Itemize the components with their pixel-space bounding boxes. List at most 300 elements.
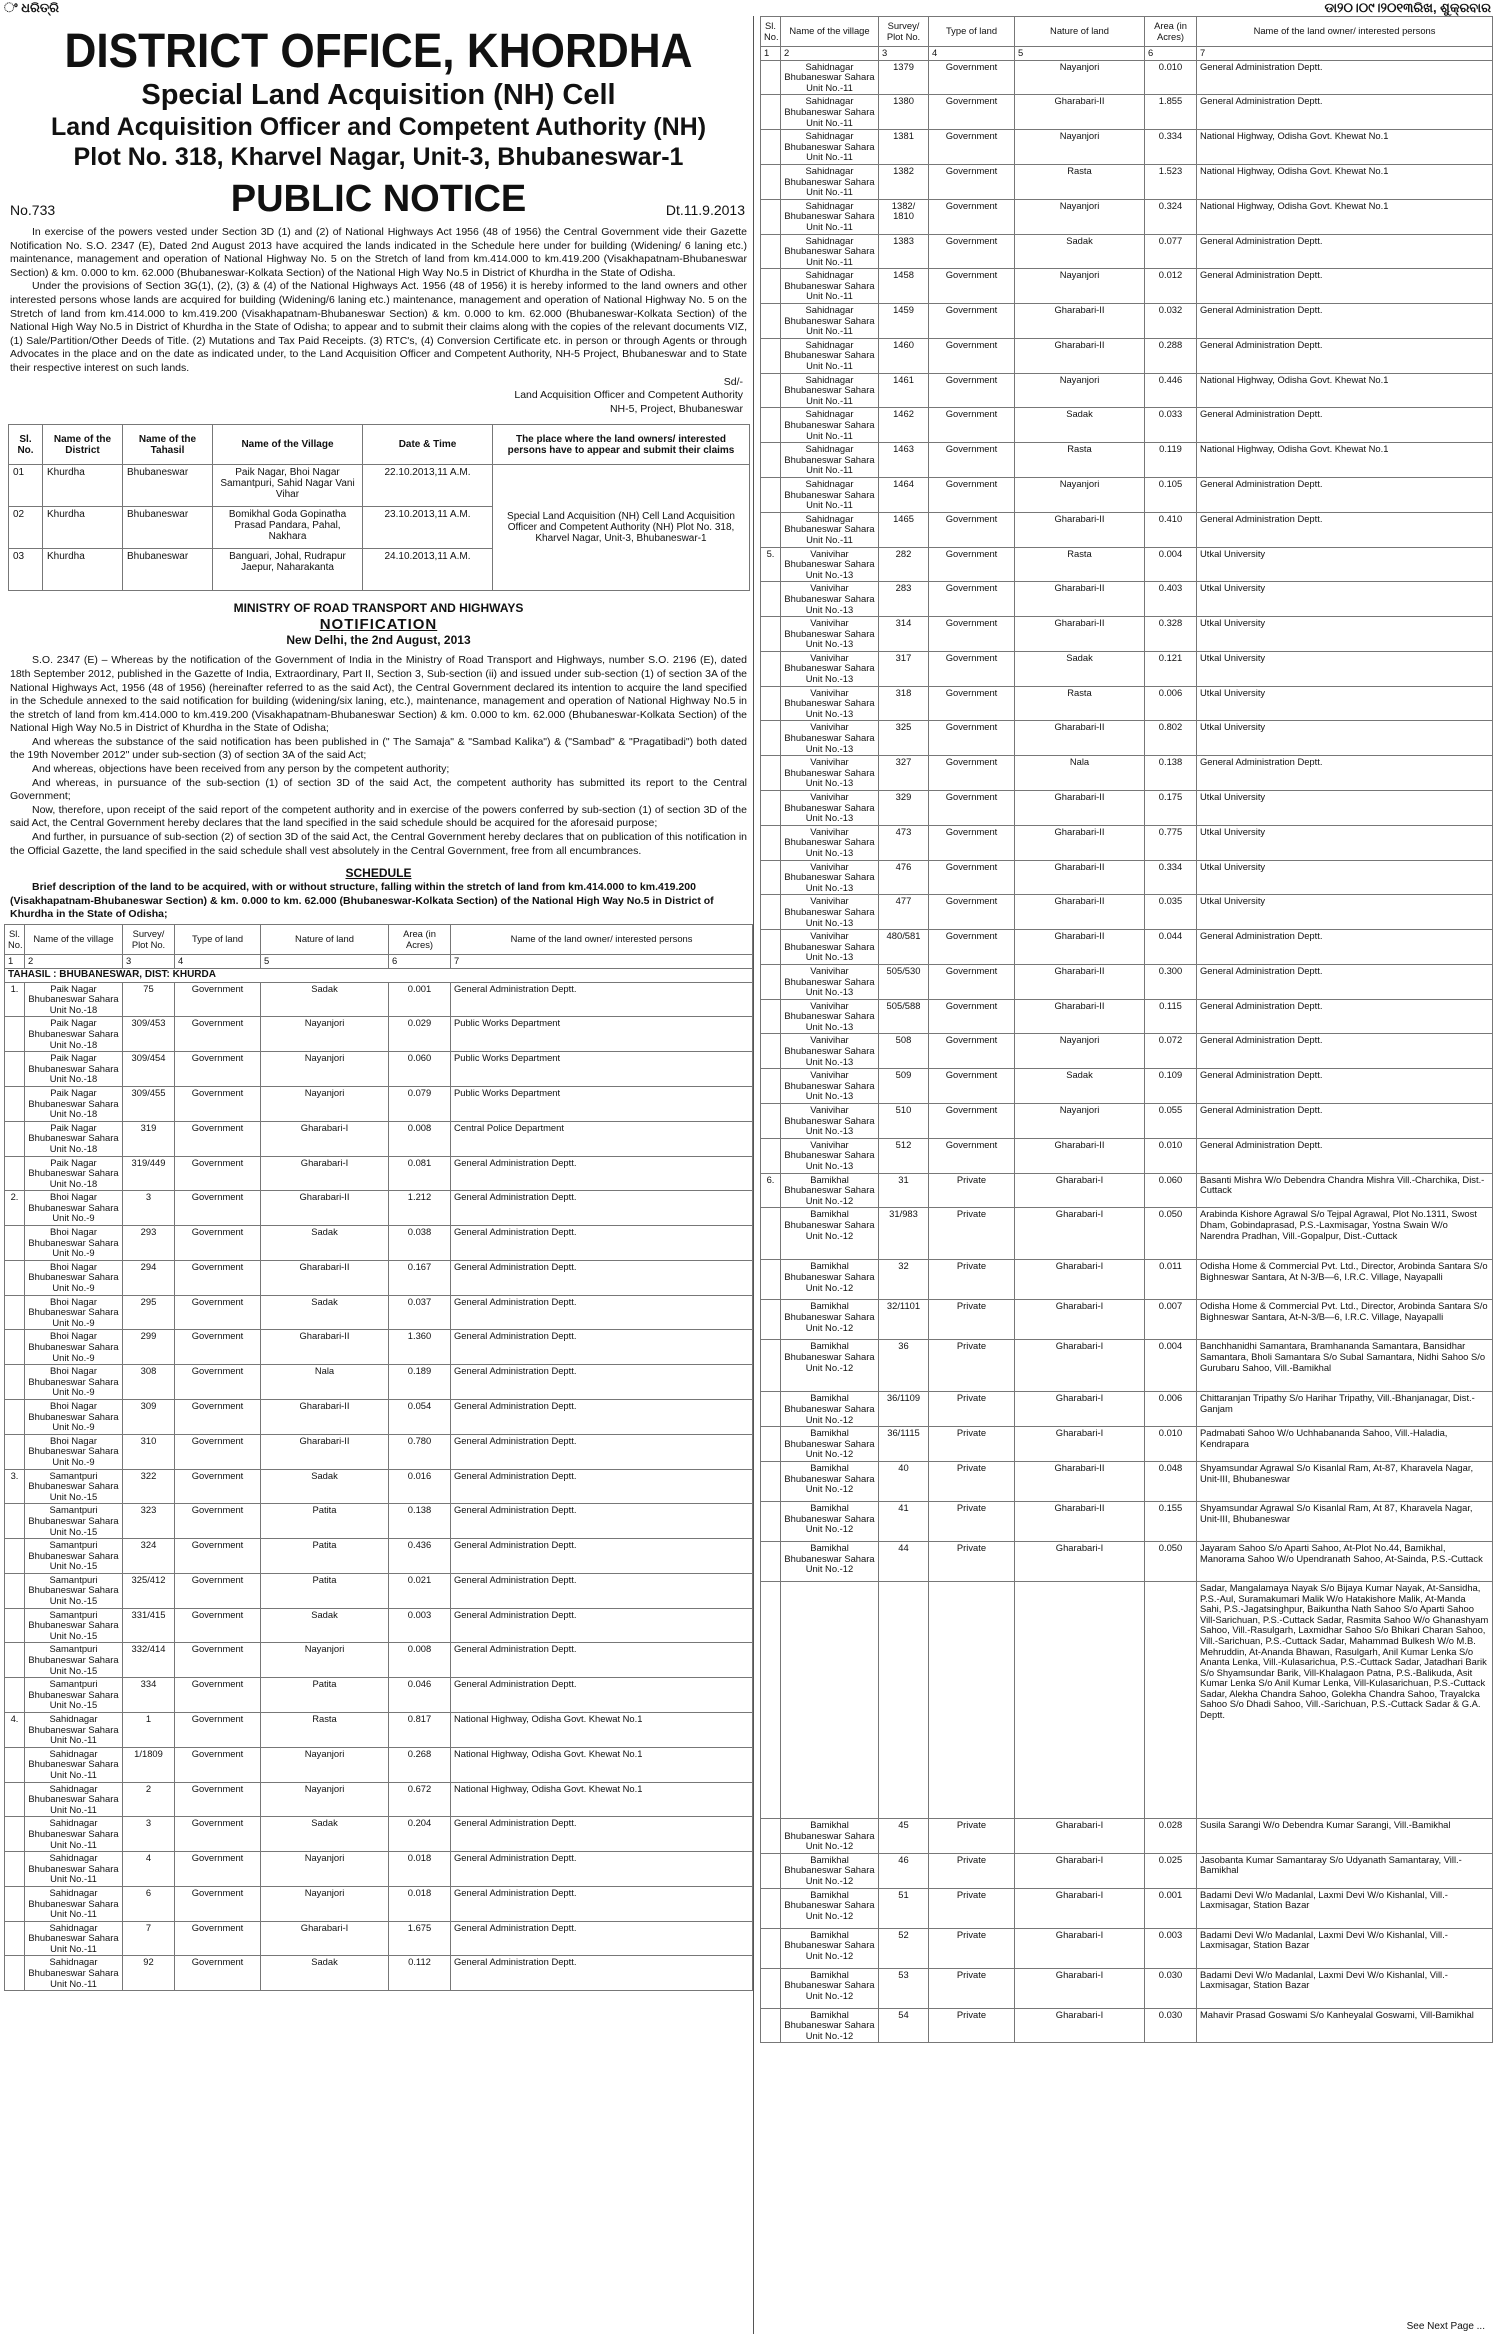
schedule-cell-nature: Nayanjori xyxy=(261,1782,389,1817)
schedule-cell-owner: Jasobanta Kumar Samantaray S/o Udyanath Samantaray, Vill.-Bamikhal xyxy=(1197,1853,1493,1888)
schedule-cell-type: Government xyxy=(175,1469,261,1504)
schedule-row xyxy=(761,825,1493,860)
schedule-cell-nature: Gharabari-II xyxy=(261,1399,389,1434)
schedule-cell-nature: Sadak xyxy=(261,982,389,1017)
schedule-cell-owner: General Administration Deptt. xyxy=(451,1504,753,1539)
schedule-cell-area: 0.817 xyxy=(389,1713,451,1748)
schedule-cell-plot: 295 xyxy=(123,1295,175,1330)
schedule-cell-plot: 309 xyxy=(123,1399,175,1434)
schedule-cell-nature: Gharabari-I xyxy=(1015,1888,1145,1928)
schedule-cell-type: Private xyxy=(929,1260,1015,1300)
next-page-note: See Next Page ... xyxy=(1406,2321,1485,2332)
schedule-cell-owner: Odisha Home & Commercial Pvt. Ltd., Director, Arobinda Santara S/o Bighneswar Santara, At-N-3/B—6, I.R.C. Village, Nayapalli xyxy=(1197,1300,1493,1340)
schedule-cell-type: Government xyxy=(929,1138,1015,1173)
schedule-cell-sl xyxy=(761,269,781,304)
schedule-cell-sl xyxy=(5,1156,25,1191)
schedule-cell-nature: Gharabari-I xyxy=(1015,1260,1145,1300)
notification-paragraph: And whereas the substance of the said notification has been published in (" The Samaja" & "Sambad Kalika") & ("Sambad" & "Pragatibadi") both dated the 19th November 2012" under sub-section (3) of section 3A of the said Act; xyxy=(10,735,747,762)
schedule-cell-sl: 4. xyxy=(5,1713,25,1748)
schedule-cell-sl xyxy=(761,895,781,930)
schedule-cell-type: Government xyxy=(929,791,1015,826)
column-number: 3 xyxy=(123,955,175,969)
schedule-cell-type: Government xyxy=(175,1573,261,1608)
schedule-cell-type: Government xyxy=(929,1034,1015,1069)
schedule-cell-nature: Patita xyxy=(261,1573,389,1608)
schedule-cell-village: Bamikhal Bhubaneswar Sahara Unit No.-12 xyxy=(781,1888,879,1928)
schedule-cell-area: 0.334 xyxy=(1145,130,1197,165)
schedule-cell-sl xyxy=(761,408,781,443)
hearing-cell: 03 xyxy=(9,549,43,591)
schedule-row xyxy=(5,1817,753,1852)
schedule-cell-village: Bamikhal Bhubaneswar Sahara Unit No.-12 xyxy=(781,1392,879,1427)
schedule-cell-type: Government xyxy=(929,930,1015,965)
schedule-cell-sl xyxy=(761,999,781,1034)
schedule-cell-sl xyxy=(761,1853,781,1888)
schedule-cell-plot: 505/588 xyxy=(879,999,929,1034)
schedule-cell-plot: 1461 xyxy=(879,373,929,408)
schedule-header: Survey/ Plot No. xyxy=(879,17,929,47)
column-number: 2 xyxy=(781,47,879,61)
schedule-row xyxy=(5,1504,753,1539)
schedule-cell-sl xyxy=(761,651,781,686)
schedule-cell-plot: 1462 xyxy=(879,408,929,443)
schedule-cell-village: Sahidnagar Bhubaneswar Sahara Unit No.-11 xyxy=(781,443,879,478)
schedule-cell-owner: Susila Sarangi W/o Debendra Kumar Sarangi, Vill.-Bamikhal xyxy=(1197,1818,1493,1853)
schedule-cell-nature: Gharabari-II xyxy=(1015,1501,1145,1541)
schedule-cell-plot: 1 xyxy=(123,1713,175,1748)
schedule-cell-type: Government xyxy=(929,756,1015,791)
schedule-cell-village: Samantpuri Bhubaneswar Sahara Unit No.-15 xyxy=(25,1504,123,1539)
schedule-cell-sl xyxy=(5,1747,25,1782)
schedule-row xyxy=(761,373,1493,408)
schedule-cell-sl xyxy=(5,1886,25,1921)
schedule-cell-sl xyxy=(5,1643,25,1678)
column-number: 1 xyxy=(5,955,25,969)
schedule-cell-owner: General Administration Deptt. xyxy=(451,1678,753,1713)
notification-place-date: New Delhi, the 2nd August, 2013 xyxy=(286,633,471,648)
schedule-row xyxy=(761,1928,1493,1968)
schedule-cell-plot: 46 xyxy=(879,1853,929,1888)
schedule-cell-owner: General Administration Deptt. xyxy=(1197,756,1493,791)
schedule-cell-area: 0.081 xyxy=(389,1156,451,1191)
schedule-cell-nature: Nayanjori xyxy=(261,1643,389,1678)
hearing-header: Name of the Tahasil xyxy=(123,425,213,465)
schedule-cell-sl xyxy=(761,1300,781,1340)
schedule-cell-plot: 309/455 xyxy=(123,1086,175,1121)
schedule-row xyxy=(761,1581,1493,1818)
schedule-cell-sl xyxy=(761,1034,781,1069)
schedule-cell-nature: Patita xyxy=(261,1678,389,1713)
schedule-cell-plot xyxy=(879,1581,929,1818)
schedule-cell-plot: 318 xyxy=(879,686,929,721)
schedule-cell-nature: Gharabari-II xyxy=(1015,895,1145,930)
schedule-cell-plot: 51 xyxy=(879,1888,929,1928)
schedule-cell-owner: Badami Devi W/o Madanlal, Laxmi Devi W/o Kishanlal, Vill.-Laxmisagar, Station Bazar xyxy=(1197,1928,1493,1968)
schedule-cell-owner: Utkal University xyxy=(1197,721,1493,756)
schedule-cell-village: Bamikhal Bhubaneswar Sahara Unit No.-12 xyxy=(781,1260,879,1300)
schedule-cell-plot: 323 xyxy=(123,1504,175,1539)
hearing-header: Date & Time xyxy=(363,425,493,465)
schedule-cell-owner: Utkal University xyxy=(1197,895,1493,930)
schedule-cell-nature: Gharabari-I xyxy=(1015,1968,1145,2008)
schedule-cell-type: Government xyxy=(929,408,1015,443)
schedule-cell-area xyxy=(1145,1581,1197,1818)
schedule-cell-type: Government xyxy=(175,1017,261,1052)
schedule-cell-sl xyxy=(5,1365,25,1400)
schedule-cell-plot: 509 xyxy=(879,1069,929,1104)
schedule-cell-village: Sahidnagar Bhubaneswar Sahara Unit No.-11 xyxy=(25,1713,123,1748)
hearing-cell: Khurdha xyxy=(43,465,123,507)
schedule-cell-sl xyxy=(761,443,781,478)
schedule-cell-area: 0.001 xyxy=(1145,1888,1197,1928)
hearing-header: The place where the land owners/ interested persons have to appear and submit their claims xyxy=(493,425,750,465)
schedule-cell-owner: Shyamsundar Agrawal S/o Kisanlal Ram, At-87, Kharavela Nagar, Unit-III, Bhubaneswar xyxy=(1197,1461,1493,1501)
schedule-cell-nature: Gharabari-I xyxy=(1015,1818,1145,1853)
notice-date: Dt.11.9.2013 xyxy=(665,202,745,218)
schedule-cell-owner: National Highway, Odisha Govt. Khewat No.1 xyxy=(451,1747,753,1782)
schedule-cell-type: Government xyxy=(929,234,1015,269)
schedule-cell-sl xyxy=(761,234,781,269)
schedule-cell-owner: General Administration Deptt. xyxy=(451,1469,753,1504)
schedule-cell-plot: 1464 xyxy=(879,477,929,512)
schedule-cell-plot: 473 xyxy=(879,825,929,860)
schedule-cell-type: Government xyxy=(175,1399,261,1434)
schedule-cell-plot: 332/414 xyxy=(123,1643,175,1678)
schedule-cell-type: Government xyxy=(929,895,1015,930)
schedule-cell-area: 0.050 xyxy=(1145,1541,1197,1581)
schedule-cell-area: 0.030 xyxy=(1145,1968,1197,2008)
schedule-cell-area: 0.775 xyxy=(1145,825,1197,860)
schedule-cell-village: Sahidnagar Bhubaneswar Sahara Unit No.-11 xyxy=(781,269,879,304)
schedule-cell-nature: Gharabari-I xyxy=(1015,1300,1145,1340)
schedule-header: Name of the village xyxy=(781,17,879,47)
schedule-row xyxy=(761,408,1493,443)
schedule-cell-village: Bamikhal Bhubaneswar Sahara Unit No.-12 xyxy=(781,1300,879,1340)
schedule-cell-village: Bamikhal Bhubaneswar Sahara Unit No.-12 xyxy=(781,1853,879,1888)
column-number: 7 xyxy=(451,955,753,969)
schedule-cell-area: 0.268 xyxy=(389,1747,451,1782)
schedule-cell-village: Samantpuri Bhubaneswar Sahara Unit No.-15 xyxy=(25,1678,123,1713)
schedule-cell-village: Samantpuri Bhubaneswar Sahara Unit No.-15 xyxy=(25,1573,123,1608)
schedule-cell-owner: Mahavir Prasad Goswami S/o Kanheyalal Goswami, Vill-Bamikhal xyxy=(1197,2008,1493,2043)
notice-title: PUBLIC NOTICE xyxy=(230,178,527,220)
schedule-cell-village: Sahidnagar Bhubaneswar Sahara Unit No.-11 xyxy=(781,512,879,547)
schedule-cell-type: Government xyxy=(175,1330,261,1365)
schedule-row xyxy=(761,1138,1493,1173)
schedule-cell-type: Government xyxy=(175,1052,261,1087)
schedule-cell-nature: Nayanjori xyxy=(261,1052,389,1087)
schedule-cell-village: Bamikhal Bhubaneswar Sahara Unit No.-12 xyxy=(781,1427,879,1462)
schedule-cell-nature: Nayanjori xyxy=(1015,373,1145,408)
schedule-row xyxy=(5,1434,753,1469)
schedule-cell-area: 0.004 xyxy=(1145,1340,1197,1392)
schedule-cell-owner: General Administration Deptt. xyxy=(1197,1138,1493,1173)
schedule-cell-owner: General Administration Deptt. xyxy=(1197,304,1493,339)
schedule-cell-plot: 1/1809 xyxy=(123,1747,175,1782)
schedule-row xyxy=(761,930,1493,965)
notification-paragraph: S.O. 2347 (E) – Whereas by the notification of the Government of India in the Ministry of Road Transport and Highways, number S.O. 2196 (E), dated 18th September 2012, published in the Gazette of India, Extraordinary, Part II, Section 3, Sub-section (ii) and issued under sub-section (1) of section 3A of the National Highways Act, 1956 (48 of 1956) (hereinafter referred to as the said Act), the Central Government declared its intention to acquire the land specified in the Schedule annexed to the said notification for building (widening/six laning, etc.), maintenance, management and operation of National Highway No.5 in the stretch of land from km.414.000 to km.419.200 (Visakhapatnam-Bhubaneswar Section) & km. 0.000 to km. 62.000 (Bhubaneswar-Kolkata Section) of the National High Way No.5 in District of Khurdha in the State of Odisha; xyxy=(10,654,747,735)
schedule-cell-village: Vanivihar Bhubaneswar Sahara Unit No.-13 xyxy=(781,756,879,791)
schedule-cell-type: Government xyxy=(175,1086,261,1121)
schedule-cell-plot: 1458 xyxy=(879,269,929,304)
schedule-cell-type: Government xyxy=(175,1365,261,1400)
schedule-cell-owner: General Administration Deptt. xyxy=(1197,408,1493,443)
schedule-cell-owner: General Administration Deptt. xyxy=(451,1921,753,1956)
schedule-cell-sl xyxy=(761,373,781,408)
schedule-cell-village: Bamikhal Bhubaneswar Sahara Unit No.-12 xyxy=(781,1208,879,1260)
schedule-cell-area: 0.109 xyxy=(1145,1069,1197,1104)
schedule-cell-owner: Public Works Department xyxy=(451,1052,753,1087)
schedule-cell-village: Vanivihar Bhubaneswar Sahara Unit No.-13 xyxy=(781,582,879,617)
schedule-cell-village: Vanivihar Bhubaneswar Sahara Unit No.-13 xyxy=(781,547,879,582)
schedule-cell-plot: 299 xyxy=(123,1330,175,1365)
schedule-cell-sl xyxy=(761,721,781,756)
schedule-cell-type: Government xyxy=(929,269,1015,304)
schedule-cell-type: Government xyxy=(929,651,1015,686)
schedule-row xyxy=(5,1399,753,1434)
schedule-cell-type: Government xyxy=(929,304,1015,339)
schedule-cell-plot: 31/983 xyxy=(879,1208,929,1260)
schedule-cell-nature: Gharabari-I xyxy=(1015,1541,1145,1581)
schedule-cell-village xyxy=(781,1581,879,1818)
schedule-cell-type: Government xyxy=(175,1226,261,1261)
schedule-cell-owner: General Administration Deptt. xyxy=(1197,999,1493,1034)
schedule-cell-nature: Gharabari-I xyxy=(261,1921,389,1956)
schedule-row xyxy=(761,721,1493,756)
schedule-cell-village: Bhoi Nagar Bhubaneswar Sahara Unit No.-9 xyxy=(25,1295,123,1330)
schedule-cell-area: 0.018 xyxy=(389,1852,451,1887)
schedule-row xyxy=(5,1573,753,1608)
schedule-cell-area: 0.037 xyxy=(389,1295,451,1330)
schedule-cell-nature: Gharabari-I xyxy=(1015,1853,1145,1888)
schedule-cell-plot: 1380 xyxy=(879,95,929,130)
schedule-cell-sl xyxy=(761,1340,781,1392)
hearing-cell: 24.10.2013,11 A.M. xyxy=(363,549,493,591)
schedule-cell-owner: General Administration Deptt. xyxy=(451,1226,753,1261)
schedule-row xyxy=(5,1956,753,1991)
schedule-cell-area: 0.119 xyxy=(1145,443,1197,478)
schedule-cell-village: Vanivihar Bhubaneswar Sahara Unit No.-13 xyxy=(781,1104,879,1139)
schedule-cell-type: Private xyxy=(929,1888,1015,1928)
schedule-cell-owner: General Administration Deptt. xyxy=(1197,512,1493,547)
schedule-cell-sl xyxy=(761,1427,781,1462)
schedule-cell-type: Government xyxy=(175,1539,261,1574)
schedule-cell-village: Sahidnagar Bhubaneswar Sahara Unit No.-11 xyxy=(781,164,879,199)
schedule-cell-sl xyxy=(761,1461,781,1501)
schedule-row xyxy=(761,1461,1493,1501)
schedule-row xyxy=(5,1156,753,1191)
schedule-cell-sl xyxy=(761,1208,781,1260)
schedule-header: Name of the land owner/ interested persons xyxy=(451,925,753,955)
schedule-row xyxy=(5,1921,753,1956)
hearing-row xyxy=(9,465,750,507)
column-number: 4 xyxy=(929,47,1015,61)
left-column xyxy=(4,16,754,2334)
schedule-cell-area: 0.001 xyxy=(389,982,451,1017)
schedule-cell-area: 0.029 xyxy=(389,1017,451,1052)
schedule-cell-area: 0.008 xyxy=(389,1643,451,1678)
hearing-cell: Paik Nagar, Bhoi Nagar Samantpuri, Sahid Nagar Vani Vihar xyxy=(213,465,363,507)
schedule-cell-sl xyxy=(761,825,781,860)
column-number: 5 xyxy=(261,955,389,969)
schedule-row xyxy=(761,338,1493,373)
schedule-cell-village: Vanivihar Bhubaneswar Sahara Unit No.-13 xyxy=(781,791,879,826)
masthead-date: ଡା୨୦।୦୯।୨୦୧୩ରିଖ, ଶୁକ୍ରବାର xyxy=(1324,0,1491,15)
schedule-cell-sl: 5. xyxy=(761,547,781,582)
schedule-cell-type: Government xyxy=(175,1886,261,1921)
schedule-cell-village: Sahidnagar Bhubaneswar Sahara Unit No.-11 xyxy=(25,1852,123,1887)
schedule-cell-area: 0.802 xyxy=(1145,721,1197,756)
schedule-cell-owner: National Highway, Odisha Govt. Khewat No.1 xyxy=(451,1713,753,1748)
schedule-cell-sl xyxy=(761,60,781,95)
schedule-cell-area: 0.112 xyxy=(389,1956,451,1991)
schedule-description: Brief description of the land to be acquired, with or without structure, falling within the stretch of land from km.414.000 to km.419.200 (Visakhapatnam-Bhubaneswar Section) & km. 0.000 to km. 62.000 (Bhubaneswar-Kolkata Section) of the National High Way No.5 in District of Khurdha in the State of Odisha; xyxy=(10,881,714,921)
schedule-cell-area: 0.003 xyxy=(389,1608,451,1643)
schedule-row xyxy=(761,1427,1493,1462)
schedule-row xyxy=(761,477,1493,512)
hearing-header: Name of the District xyxy=(43,425,123,465)
schedule-cell-area: 0.004 xyxy=(1145,547,1197,582)
schedule-cell-plot: 476 xyxy=(879,860,929,895)
schedule-cell-owner: Utkal University xyxy=(1197,791,1493,826)
schedule-cell-nature: Gharabari-II xyxy=(261,1434,389,1469)
schedule-row xyxy=(761,95,1493,130)
schedule-cell-nature: Gharabari-II xyxy=(261,1191,389,1226)
schedule-cell-owner: General Administration Deptt. xyxy=(1197,60,1493,95)
schedule-cell-sl xyxy=(761,1968,781,2008)
schedule-cell-owner: General Administration Deptt. xyxy=(451,1886,753,1921)
schedule-cell-owner: Chittaranjan Tripathy S/o Harihar Tripathy, Vill.-Bhanjanagar, Dist.-Ganjam xyxy=(1197,1392,1493,1427)
schedule-cell-area: 0.054 xyxy=(389,1399,451,1434)
schedule-cell-area: 1.523 xyxy=(1145,164,1197,199)
notification-heading: NOTIFICATION xyxy=(319,616,438,634)
schedule-cell-village: Bhoi Nagar Bhubaneswar Sahara Unit No.-9 xyxy=(25,1399,123,1434)
schedule-cell-type: Government xyxy=(175,1121,261,1156)
schedule-cell-plot: 319 xyxy=(123,1121,175,1156)
schedule-cell-area: 1.360 xyxy=(389,1330,451,1365)
schedule-cell-owner: General Administration Deptt. xyxy=(1197,269,1493,304)
column-number: 7 xyxy=(1197,47,1493,61)
schedule-cell-village: Vanivihar Bhubaneswar Sahara Unit No.-13 xyxy=(781,686,879,721)
schedule-cell-plot: 1382 xyxy=(879,164,929,199)
schedule-cell-village: Bhoi Nagar Bhubaneswar Sahara Unit No.-9 xyxy=(25,1330,123,1365)
schedule-cell-plot: 329 xyxy=(879,791,929,826)
schedule-cell-area: 0.105 xyxy=(1145,477,1197,512)
schedule-cell-plot: 282 xyxy=(879,547,929,582)
schedule-cell-type: Government xyxy=(929,373,1015,408)
schedule-cell-village: Samantpuri Bhubaneswar Sahara Unit No.-15 xyxy=(25,1608,123,1643)
schedule-cell-sl xyxy=(761,686,781,721)
schedule-cell-owner: Utkal University xyxy=(1197,582,1493,617)
schedule-row xyxy=(5,1365,753,1400)
office-title: DISTRICT OFFICE, KHORDHA xyxy=(64,25,693,78)
schedule-cell-type: Government xyxy=(175,1956,261,1991)
schedule-cell-village: Paik Nagar Bhubaneswar Sahara Unit No.-18 xyxy=(25,982,123,1017)
hearing-cell: Banguari, Johal, Rudrapur Jaepur, Naharakanta xyxy=(213,549,363,591)
schedule-cell-owner: General Administration Deptt. xyxy=(451,1608,753,1643)
schedule-row xyxy=(761,1034,1493,1069)
schedule-table-left xyxy=(4,924,753,1991)
schedule-cell-nature: Gharabari-II xyxy=(1015,860,1145,895)
schedule-cell-village: Sahidnagar Bhubaneswar Sahara Unit No.-11 xyxy=(781,60,879,95)
schedule-cell-nature: Gharabari-II xyxy=(1015,1138,1145,1173)
schedule-cell-sl: 2. xyxy=(5,1191,25,1226)
schedule-cell-type: Government xyxy=(175,1295,261,1330)
schedule-cell-plot: 1459 xyxy=(879,304,929,339)
schedule-cell-sl xyxy=(5,1782,25,1817)
ministry-heading: MINISTRY OF ROAD TRANSPORT AND HIGHWAYS xyxy=(233,601,524,616)
schedule-cell-village: Samantpuri Bhubaneswar Sahara Unit No.-15 xyxy=(25,1643,123,1678)
schedule-cell-nature: Gharabari-I xyxy=(1015,2008,1145,2043)
signature-office: NH-5, Project, Bhubaneswar xyxy=(609,402,743,415)
schedule-cell-plot: 36 xyxy=(879,1340,929,1392)
schedule-cell-plot: 510 xyxy=(879,1104,929,1139)
schedule-heading: SCHEDULE xyxy=(345,866,412,881)
schedule-cell-area: 0.410 xyxy=(1145,512,1197,547)
schedule-cell-plot: 293 xyxy=(123,1226,175,1261)
schedule-cell-sl xyxy=(761,199,781,234)
hearing-cell: Khurdha xyxy=(43,507,123,549)
column-number: 2 xyxy=(25,955,123,969)
schedule-cell-plot: 92 xyxy=(123,1956,175,1991)
schedule-cell-type: Private xyxy=(929,1928,1015,1968)
schedule-cell-sl xyxy=(5,1330,25,1365)
schedule-cell-type: Government xyxy=(175,1817,261,1852)
hearing-cell: 02 xyxy=(9,507,43,549)
schedule-cell-village: Bhoi Nagar Bhubaneswar Sahara Unit No.-9 xyxy=(25,1434,123,1469)
schedule-cell-village: Vanivihar Bhubaneswar Sahara Unit No.-13 xyxy=(781,1138,879,1173)
schedule-header: Nature of land xyxy=(261,925,389,955)
schedule-row xyxy=(5,1852,753,1887)
schedule-cell-type: Government xyxy=(929,547,1015,582)
schedule-cell-nature: Sadak xyxy=(1015,408,1145,443)
schedule-cell-plot: 324 xyxy=(123,1539,175,1574)
schedule-cell-village: Bamikhal Bhubaneswar Sahara Unit No.-12 xyxy=(781,2008,879,2043)
schedule-row xyxy=(5,1678,753,1713)
schedule-cell-village: Bamikhal Bhubaneswar Sahara Unit No.-12 xyxy=(781,1173,879,1208)
schedule-cell-nature: Gharabari-I xyxy=(1015,1340,1145,1392)
schedule-cell-village: Paik Nagar Bhubaneswar Sahara Unit No.-18 xyxy=(25,1121,123,1156)
schedule-cell-type: Government xyxy=(175,1921,261,1956)
schedule-cell-nature: Nala xyxy=(1015,756,1145,791)
schedule-cell-nature: Nayanjori xyxy=(1015,1034,1145,1069)
schedule-cell-village: Sahidnagar Bhubaneswar Sahara Unit No.-11 xyxy=(25,1886,123,1921)
schedule-cell-type: Government xyxy=(929,477,1015,512)
schedule-header: Name of the land owner/ interested persons xyxy=(1197,17,1493,47)
schedule-cell-owner: Shyamsundar Agrawal S/o Kisanlal Ram, At 87, Kharavela Nagar, Unit-III, Bhubaneswar xyxy=(1197,1501,1493,1541)
schedule-cell-owner: General Administration Deptt. xyxy=(1197,1104,1493,1139)
schedule-cell-owner: Badami Devi W/o Madanlal, Laxmi Devi W/o Kishanlal, Vill.-Laxmisagar, Station Bazar xyxy=(1197,1888,1493,1928)
schedule-cell-plot: 322 xyxy=(123,1469,175,1504)
schedule-cell-nature: Nayanjori xyxy=(1015,1104,1145,1139)
schedule-cell-plot: 40 xyxy=(879,1461,929,1501)
schedule-cell-plot: 334 xyxy=(123,1678,175,1713)
schedule-cell-village: Vanivihar Bhubaneswar Sahara Unit No.-13 xyxy=(781,651,879,686)
schedule-cell-sl xyxy=(5,1260,25,1295)
schedule-cell-owner: Utkal University xyxy=(1197,825,1493,860)
schedule-cell-area: 0.060 xyxy=(389,1052,451,1087)
hearing-cell: Bomikhal Goda Gopinatha Prasad Pandara, Pahal, Nakhara xyxy=(213,507,363,549)
schedule-cell-plot: 314 xyxy=(879,617,929,652)
schedule-cell-village: Vanivihar Bhubaneswar Sahara Unit No.-13 xyxy=(781,964,879,999)
schedule-cell-area: 1.212 xyxy=(389,1191,451,1226)
schedule-header: Type of land xyxy=(929,17,1015,47)
schedule-row xyxy=(761,1392,1493,1427)
schedule-cell-sl xyxy=(5,1434,25,1469)
schedule-cell-nature: Gharabari-II xyxy=(1015,825,1145,860)
schedule-cell-plot: 7 xyxy=(123,1921,175,1956)
schedule-row xyxy=(761,130,1493,165)
